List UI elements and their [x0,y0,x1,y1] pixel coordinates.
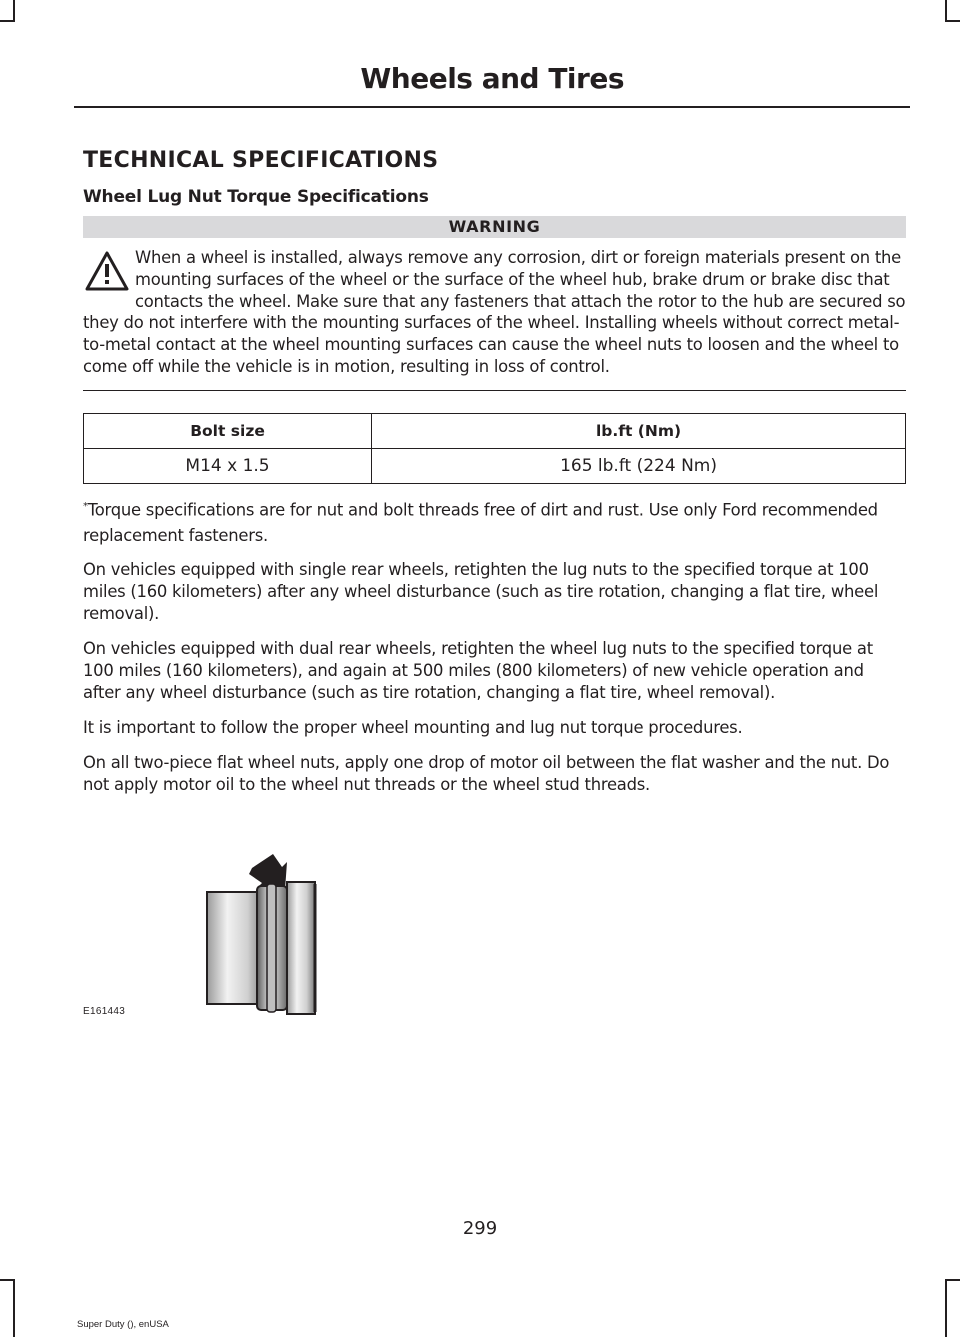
warning-text: When a wheel is installed, always remove any corrosion, dirt or foreign materials present on the mounting surfaces of the wheel or the surface of the wheel hub, brake drum or brake disc that contacts the wheel. Make sure that any fasteners that attach the rotor to the hub are secured so they do not interfere with the mounting surfaces of the wheel. Installing wheels without correct metal-to-metal contact at the wheel mounting surfaces can cause the wheel nuts to loosen and the wheel to come off while the vehicle is in motion, resulting in loss of control. [83,248,906,376]
paragraph-procedures: It is important to follow the proper wheel mounting and lug nut torque procedures. [83,718,743,738]
paragraph-dual-rear-wheels: On vehicles equipped with dual rear wheels, retighten the wheel lug nuts to the specified torque at 100 miles (160 kilometers), and again at 500 miles (800 kilometers) of new vehicle operation and after any wheel disturbance (such as tire rotation, changing a flat tire, wheel removal). [83,639,873,703]
crop-mark [945,1279,947,1337]
table-header-row [84,413,906,448]
footnote [83,494,906,549]
footnote-text: Torque specifications are for nut and bolt threads free of dirt and rust. Use only Ford recommended replacement fasteners. [83,500,878,546]
figure-code: E161443 [83,1006,126,1017]
footer-publication: Super Duty (), enUSA [77,1319,169,1330]
main-content [83,148,906,796]
page-header-title: Wheels and Tires [360,62,624,95]
warning-label: WARNING [83,216,906,238]
warning-triangle-icon [83,249,135,293]
torque-spec-table [83,413,906,484]
crop-mark [0,20,15,22]
crop-mark [13,0,15,22]
section-subtitle: Wheel Lug Nut Torque Specifications [83,187,429,207]
footnote-marker: * [83,500,88,512]
paragraph-motor-oil: On all two-piece flat wheel nuts, apply one drop of motor oil between the flat washer and the nut. Do not apply motor oil to the wheel nut threads or the wheel stud threads. [83,753,890,795]
page-number: 299 [462,1218,498,1239]
crop-mark [0,1279,15,1281]
section-title: TECHNICAL SPECIFICATIONS [83,148,439,173]
crop-mark [945,20,960,22]
table-row [84,448,906,483]
crop-mark [13,1279,15,1337]
cell-torque-value: 165 lb.ft (224 Nm) [372,448,906,483]
wheel-nut-illustration [83,848,333,1024]
crop-mark [945,0,947,22]
paragraph-single-rear-wheels: On vehicles equipped with single rear wheels, retighten the lug nuts to the specified torque at 100 miles (160 kilometers) after any wheel disturbance (such as tire rotation, changing a flat tire, wheel removal). [83,560,879,624]
cell-bolt-size: M14 x 1.5 [84,448,372,483]
crop-mark [945,1279,960,1281]
warning-box [83,247,906,391]
column-header-torque: lb.ft (Nm) [372,413,906,448]
header-divider [74,106,910,108]
column-header-bolt-size: Bolt size [84,413,372,448]
wheel-nut-figure [83,848,333,1024]
